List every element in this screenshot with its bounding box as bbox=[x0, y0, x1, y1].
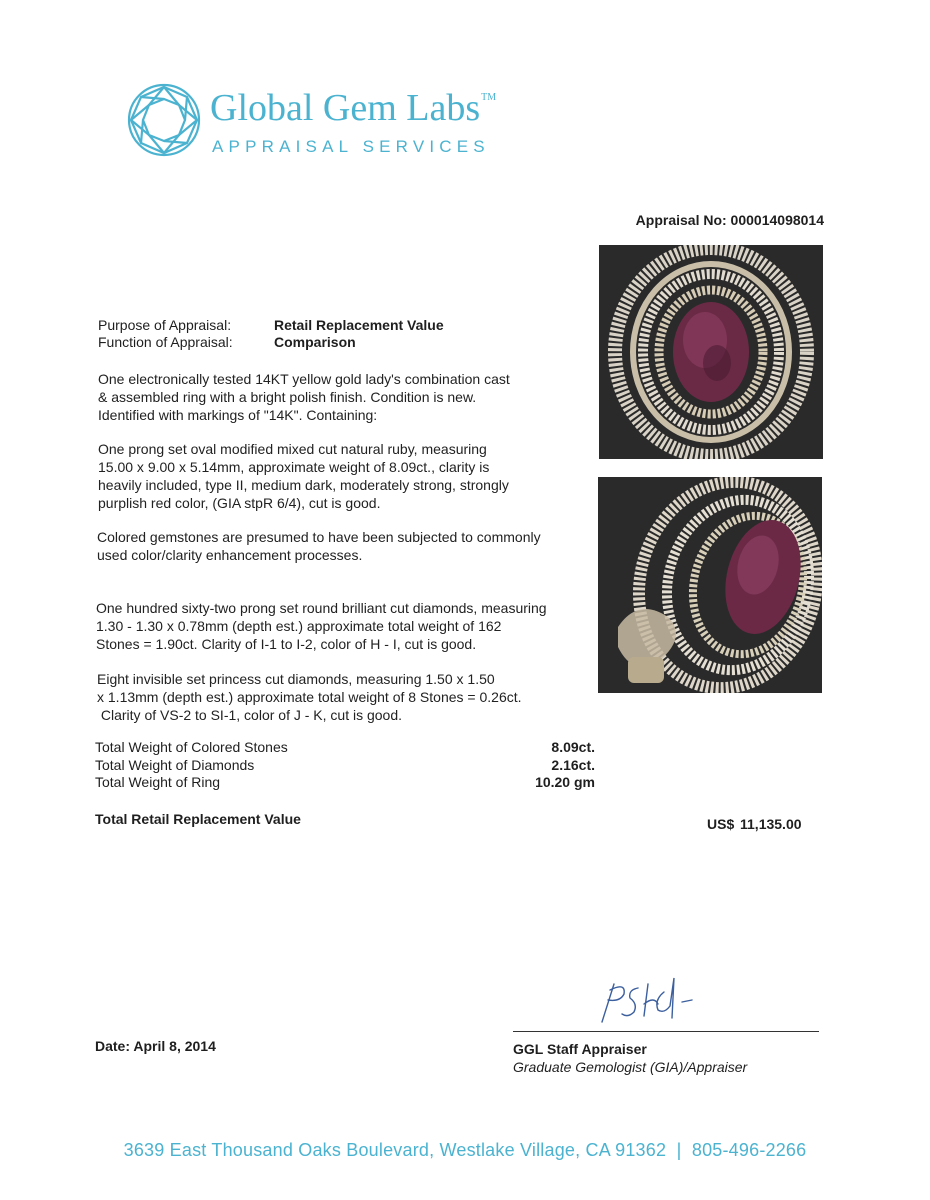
text-line: 15.00 x 9.00 x 5.14mm, approximate weight of 8.09ct., clarity is bbox=[98, 459, 490, 475]
trademark-mark: TM bbox=[481, 92, 497, 103]
totals-label: Total Weight of Diamonds bbox=[95, 756, 255, 773]
appraiser-title: GGL Staff Appraiser bbox=[513, 1041, 647, 1057]
totals-label: Total Weight of Ring bbox=[95, 774, 221, 790]
totals-value: 10.20 gm bbox=[535, 774, 595, 790]
text-line: Stones = 1.90ct. Clarity of I-1 to I-2, color of H - I, cut is good. bbox=[96, 636, 477, 652]
signature-line bbox=[513, 1031, 819, 1032]
text-line: One hundred sixty-two prong set round brilliant cut diamonds, measuring bbox=[96, 600, 547, 616]
ring-description bbox=[98, 370, 568, 424]
signature-image bbox=[592, 970, 702, 1030]
brand-name-text: Global Gem Labs bbox=[210, 87, 481, 129]
text-line: purplish red color, (GIA stpR 6/4), cut is good. bbox=[98, 495, 381, 511]
purpose-row bbox=[98, 317, 444, 334]
totals-label: Total Weight of Colored Stones bbox=[95, 739, 288, 755]
text-line: Colored gemstones are presumed to have been subjected to commonly bbox=[97, 529, 541, 545]
purpose-value: Retail Replacement Value bbox=[274, 317, 444, 333]
text-line: heavily included, type II, medium dark, moderately strong, strongly bbox=[98, 477, 509, 493]
text-line: & assembled ring with a bright polish finish. Condition is new. bbox=[98, 389, 477, 405]
princess-description bbox=[97, 670, 567, 724]
appraisal-number: Appraisal No: 000014098014 bbox=[635, 212, 824, 228]
function-label: Function of Appraisal: bbox=[98, 334, 233, 350]
brand-subtitle: APPRAISAL SERVICES bbox=[212, 137, 490, 156]
ring-photo-top bbox=[599, 245, 823, 459]
ruby-description bbox=[98, 440, 568, 512]
totals-row bbox=[95, 739, 595, 757]
totals-row bbox=[95, 774, 595, 792]
ring-photo-side bbox=[598, 477, 822, 693]
function-row bbox=[98, 334, 356, 351]
totals-value: 2.16ct. bbox=[551, 756, 595, 773]
appraisal-date: Date: April 8, 2014 bbox=[95, 1038, 216, 1054]
diamond-logo-icon bbox=[126, 82, 202, 158]
totals-table bbox=[95, 739, 595, 792]
text-line: 1.30 - 1.30 x 0.78mm (depth est.) approximate total weight of 162 bbox=[96, 618, 502, 634]
brand-name bbox=[210, 86, 496, 130]
text-line: Eight invisible set princess cut diamonds, measuring 1.50 x 1.50 bbox=[97, 671, 495, 687]
totals-value: 8.09ct. bbox=[551, 739, 595, 755]
appraiser-credential: Graduate Gemologist (GIA)/Appraiser bbox=[513, 1059, 748, 1075]
totals-row bbox=[95, 757, 595, 775]
text-line: x 1.13mm (depth est.) approximate total weight of 8 Stones = 0.26ct. bbox=[97, 689, 522, 705]
diamonds-description bbox=[96, 599, 596, 653]
text-line: One electronically tested 14KT yellow gold lady's combination cast bbox=[98, 371, 510, 387]
grand-total-label: Total Retail Replacement Value bbox=[95, 811, 301, 827]
text-line: used color/clarity enhancement processes. bbox=[97, 547, 363, 563]
text-line: Clarity of VS-2 to SI-1, color of J - K, cut is good. bbox=[97, 707, 403, 723]
purpose-label: Purpose of Appraisal: bbox=[98, 317, 232, 333]
grand-total-value: 11,135.00 bbox=[740, 816, 802, 832]
footer-address: 3639 East Thousand Oaks Boulevard, Westlake Village, CA 91362 | 805-496-2266 bbox=[123, 1140, 807, 1160]
treatment-note bbox=[97, 528, 587, 564]
text-line: One prong set oval modified mixed cut natural ruby, measuring bbox=[98, 441, 487, 457]
text-line: Identified with markings of "14K". Containing: bbox=[98, 407, 378, 423]
function-value: Comparison bbox=[274, 334, 356, 350]
grand-total-currency: US$ bbox=[707, 816, 735, 832]
